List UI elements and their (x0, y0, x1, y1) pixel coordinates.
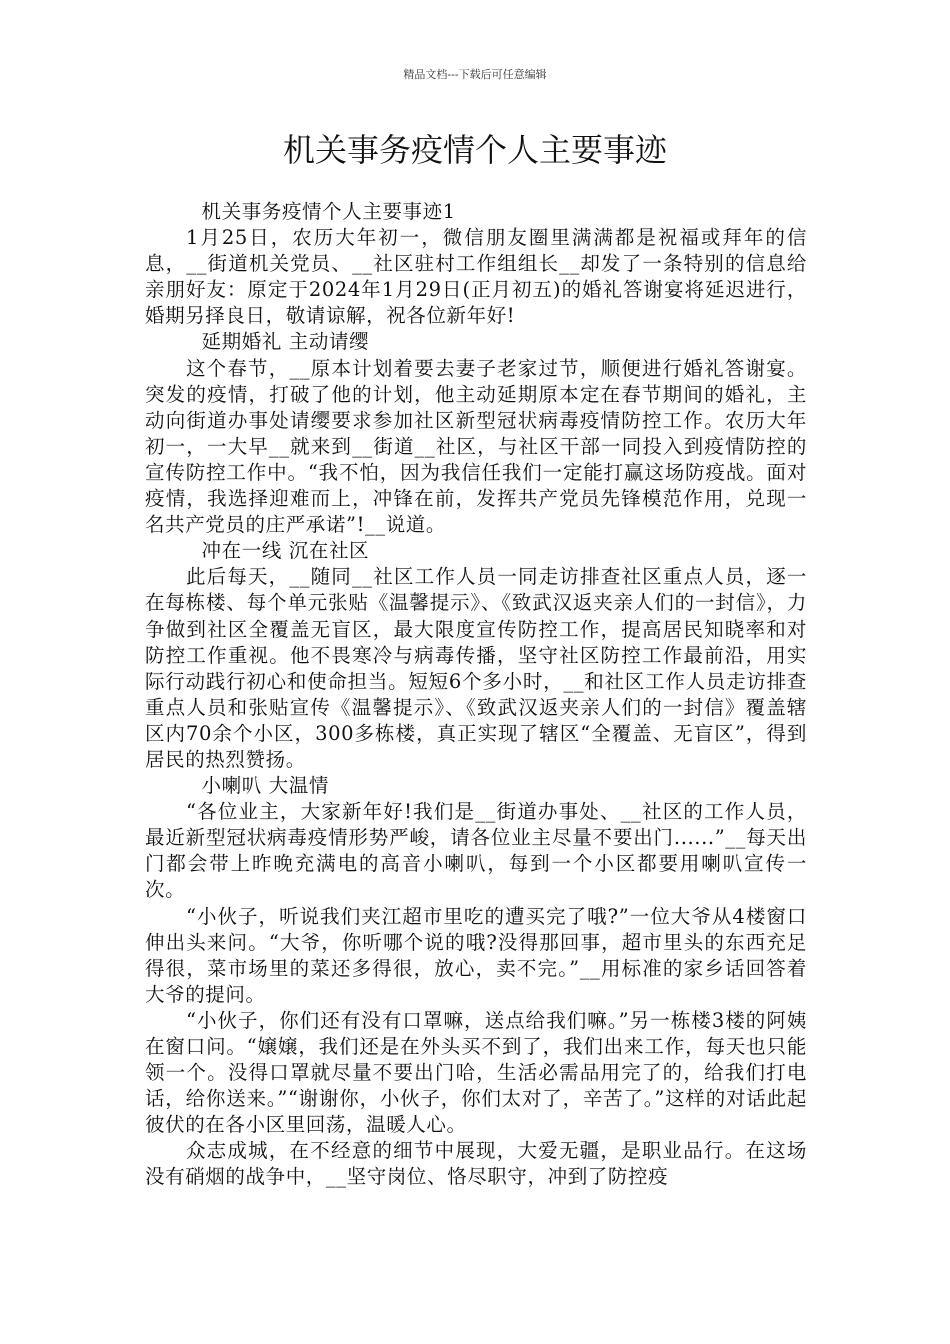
page-title: 机关事务疫情个人主要事迹 (282, 131, 667, 169)
paragraph: 这个春节，__原本计划着要去妻子老家过节，顺便进行婚礼答谢宴。突发的疫情，打破了他的计划，他主动延期原本定在春节期间的婚礼，主动向街道办事处请缨要求参加社区新型冠状病毒疫情防控工作。农历大年初一，一大早__就来到__街道__社区，与社区干部一同投入到疫情防控的宣传防控工作中。“我不怕，因为我信任我们一定能打赢这场防疫战。面对疫情，我选择迎难而上，冲锋在前，发挥共产党员先锋模范作用，兑现一名共产党员的庄严承诺”!__说道。 (145, 356, 807, 537)
section-heading: 小喇叭 大温情 (201, 774, 329, 798)
paragraph: “小伙子，你们还有没有口罩嘛，送点给我们嘛。”另一栋楼3楼的阿姨在窗口问。“嬢嬢，我们还是在外头买不到了，我们出来工作，每天也只能领一个。没得口罩就尽量不要出门哈，生活必需品用完了的，给我们打电话，给你送来。”“谢谢你，小伙子，你们太对了，辛苦了。”这样的对话此起彼伏的在各小区里回荡，温暖人心。 (145, 1008, 807, 1137)
paragraph: 众志成城，在不经意的细节中展现，大爱无疆，是职业品行。在这场没有硝烟的战争中，__坚守岗位、恪尽职守，冲到了防控疫 (145, 1139, 807, 1189)
section-heading: 冲在一线 沉在社区 (201, 539, 370, 563)
paragraph: 此后每天，__随同__社区工作人员一同走访排查社区重点人员，逐一在每栋楼、每个单元张贴《温馨提示》、《致武汉返夹亲人们的一封信》，力争做到社区全覆盖无盲区，最大限度宣传防控工作，提高居民知晓率和对防控工作重视。他不畏寒冷与病毒传播，坚守社区防控工作最前沿，用实际行动践行初心和使命担当。短短6个多小时，__和社区工作人员走访排查重点人员和张贴宣传《温馨提示》、《致武汉返夹亲人们的一封信》覆盖辖区内70余个小区，300多栋楼，真正实现了辖区“全覆盖、无盲区”，得到居民的热烈赞扬。 (145, 565, 807, 771)
section-heading: 延期婚礼 主动请缨 (201, 330, 370, 354)
paragraph: “各位业主，大家新年好!我们是__街道办事处、__社区的工作人员，最近新型冠状病毒疫情形势严峻，请各位业主尽量不要出门......”__每天出门都会带上昨晚充满电的高音小喇叭，每到一个小区都要用喇叭宣传一次。 (145, 800, 807, 902)
section-heading: 机关事务疫情个人主要事迹1 (201, 200, 456, 223)
header-note: 精品文档---下载后可任意编辑 (403, 68, 547, 81)
paragraph: 1月25日，农历大年初一，微信朋友圈里满满都是祝福或拜年的信息，__街道机关党员、__社区驻村工作组组长__却发了一条特别的信息给亲朋好友：原定于2024年1月29日(正月初五)的婚礼答谢宴将延迟进行，婚期另择良日，敬请谅解，祝各位新年好! (145, 226, 807, 328)
paragraph: “小伙子，听说我们夹江超市里吃的遭买完了哦?”一位大爷从4楼窗口伸出头来问。“大爷，你听哪个说的哦?没得那回事，超市里头的东西充足得很，菜市场里的菜还多得很，放心，卖不完。”__用标准的家乡话回答着大爷的提问。 (145, 904, 807, 1006)
document-body (145, 199, 807, 1191)
